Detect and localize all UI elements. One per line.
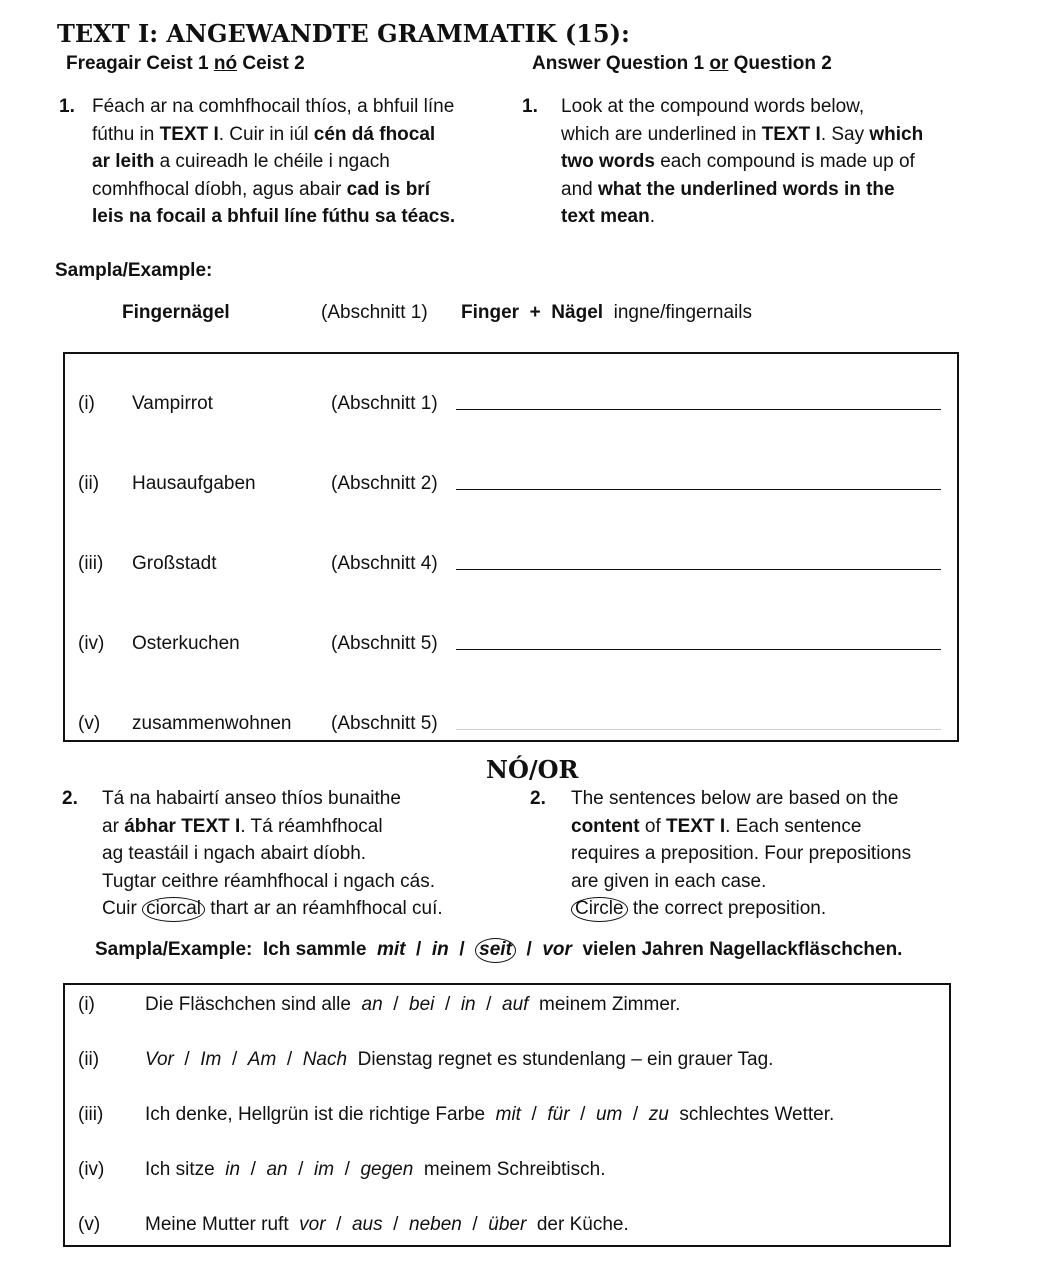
irish-instruction-pre: Freagair Ceist 1 [66,53,214,74]
q1-irish-line: leis na focail a bhfuil líne fúthu sa téacs. [92,206,456,227]
preposition-option: mit [495,1104,521,1125]
q2-irish-text [102,785,443,923]
q1-item-section: (Abschnitt 4) [331,553,438,574]
q2-irish-line: Tugtar ceithre réamhfhocal i ngach cás. [102,870,436,892]
preposition-option: vor [542,939,572,960]
option-separator: / [325,1214,352,1235]
sentence-post: meinem Zimmer. [528,994,681,1015]
q1-item-number: (i) [78,393,95,414]
sentence-pre: Meine Mutter ruft [145,1214,300,1235]
option-separator: / [240,1159,267,1180]
q1-item-answer-line[interactable] [456,729,941,730]
q2-item-number: (iii) [78,1104,104,1125]
english-instruction-post: Question 2 [728,53,832,74]
q2-item-number: (i) [78,994,95,1015]
option-separator: / [475,994,503,1015]
preposition-option: für [547,1104,570,1125]
preposition-option: Nach [302,1049,348,1070]
q1-item-number: (v) [78,713,101,734]
q1-item-word: Osterkuchen [132,633,240,654]
option-separator: / [515,939,543,960]
q1-irish-line: ar leith a cuireadh le chéile i ngach [92,151,390,172]
q2-english-line: content of TEXT I. Each sentence [571,815,862,837]
q1-example-label: Sampla/Example: [55,260,213,281]
q1-number-irish: 1. [59,96,75,117]
q1-irish-line: comhfhocal díobh, agus abair cad is brí [92,178,430,200]
preposition-option: Vor [145,1049,174,1070]
example-label: Sampla/Example: [95,939,263,960]
irish-instruction-post: Ceist 2 [237,53,305,74]
q1-item-section: (Abschnitt 1) [331,393,438,414]
option-separator: / [622,1104,649,1125]
preposition-option: aus [351,1214,383,1235]
english-instruction-pre: Answer Question 1 [532,53,710,74]
q2-irish-line: Tá na habairtí anseo thíos bunaithe [102,788,401,809]
preposition-option: in [225,1159,241,1180]
option-separator: / [434,994,461,1015]
preposition-option: an [361,994,383,1015]
q1-english-line: which are underlined in TEXT I. Say which [561,123,924,145]
q2-number-irish: 2. [62,788,78,809]
sentence-post: der Küche. [526,1214,629,1235]
circled-word: ciorcal [142,897,205,922]
q2-item-sentence [145,1214,629,1236]
q1-number-english: 1. [522,96,538,117]
sentence-post: schlechtes Wetter. [668,1104,835,1125]
q1-item-number: (iii) [78,553,104,574]
english-instruction-or: or [709,53,729,74]
option-separator: / [276,1049,303,1070]
sentence-pre: Ich sitze [145,1159,226,1180]
example-post: vielen Jahren Nagellackfläschchen. [571,939,903,960]
q2-english-text [571,785,911,923]
q2-english-line: are given in each case. [571,870,767,892]
q2-item-sentence [145,1104,834,1126]
q2-example [95,938,902,963]
q2-english-line: requires a preposition. Four prepositions [571,843,912,864]
q1-example-answer: Finger + Nägel ingne/fingernails [461,302,752,323]
preposition-option: in [431,939,449,960]
q2-item-sentence [145,1049,773,1071]
option-separator: / [382,1214,410,1235]
q1-example-section: (Abschnitt 1) [321,302,428,323]
q1-english-line: two words each compound is made up of [561,151,915,172]
sentence-pre: Ich denke, Hellgrün ist die richtige Farbe [145,1104,496,1125]
q1-item-section: (Abschnitt 5) [331,713,438,734]
preposition-option: neben [409,1214,462,1235]
option-separator: / [334,1159,361,1180]
q1-english-line: and what the underlined words in the [561,178,895,200]
q1-item-number: (iv) [78,633,105,654]
preposition-option: gegen [360,1159,414,1180]
option-separator: / [569,1104,596,1125]
preposition-option: zu [648,1104,669,1125]
q1-item-answer-line[interactable] [456,569,941,570]
option-separator: / [382,994,410,1015]
q1-irish-line: Féach ar na comhfhocail thíos, a bhfuil líne [92,96,455,117]
preposition-option: um [595,1104,623,1125]
preposition-option: bei [409,994,435,1015]
preposition-option: in [460,994,476,1015]
q1-item-answer-line[interactable] [456,489,941,490]
q2-number-english: 2. [530,788,546,809]
q2-irish-line: ag teastáil i ngach abairt díobh. [102,843,367,864]
option-separator: / [520,1104,548,1125]
q2-item-number: (ii) [78,1049,100,1070]
q1-item-word: zusammenwohnen [132,713,292,734]
circled-preposition: seit [475,938,516,963]
q1-item-word: Vampirrot [132,393,213,414]
q1-item-word: Großstadt [132,553,217,574]
preposition-option: mit [376,939,406,960]
q2-irish-line: ar ábhar TEXT I. Tá réamhfhocal [102,815,383,837]
q1-item-answer-line[interactable] [456,409,941,410]
q2-item-sentence [145,994,680,1016]
q1-item-section: (Abschnitt 5) [331,633,438,654]
option-separator: / [221,1049,248,1070]
q1-item-section: (Abschnitt 2) [331,473,438,494]
q1-item-answer-line[interactable] [456,649,941,650]
q2-english-line: Circle the correct preposition. [571,895,911,923]
option-separator: / [287,1159,314,1180]
sentence-post: meinem Schreibtisch. [413,1159,606,1180]
q2-irish-line: Cuir ciorcal thart ar an réamhfhocal cuí. [102,895,443,923]
option-separator: / [461,1214,489,1235]
q2-english-line: The sentences below are based on the [571,788,899,809]
q1-item-word: Hausaufgaben [132,473,256,494]
option-separator: / [173,1049,201,1070]
page-title: TEXT I: ANGEWANDTE GRAMMATIK (15): [57,19,630,48]
q1-irish-text [92,93,455,231]
q1-english-line: text mean. [561,206,655,227]
q1-item-number: (ii) [78,473,100,494]
preposition-option: vor [299,1214,326,1235]
preposition-option: Im [200,1049,222,1070]
or-separator: NÓ/OR [486,755,579,784]
q2-item-number: (v) [78,1214,101,1235]
q1-english-text [561,93,923,231]
sentence-post: Dienstag regnet es stundenlang – ein grauer Tag. [347,1049,774,1070]
preposition-option: über [488,1214,527,1235]
q1-english-line: Look at the compound words below, [561,96,865,117]
preposition-option: auf [502,994,529,1015]
q2-item-sentence [145,1159,606,1181]
option-separator: / [448,939,476,960]
english-instruction [532,53,832,75]
sentence-pre: Die Fläschchen sind alle [145,994,362,1015]
q1-irish-line: fúthu in TEXT I. Cuir in iúl cén dá fhocal [92,123,436,145]
preposition-option: im [314,1159,335,1180]
example-pre: Ich sammle [262,939,377,960]
q2-item-number: (iv) [78,1159,105,1180]
option-separator: / [405,939,432,960]
preposition-option: an [266,1159,288,1180]
circled-word: Circle [571,897,628,922]
irish-instruction-or: nó [213,53,238,74]
q1-example-word: Fingernägel [122,302,230,323]
irish-instruction [66,53,305,75]
preposition-option: Am [247,1049,277,1070]
